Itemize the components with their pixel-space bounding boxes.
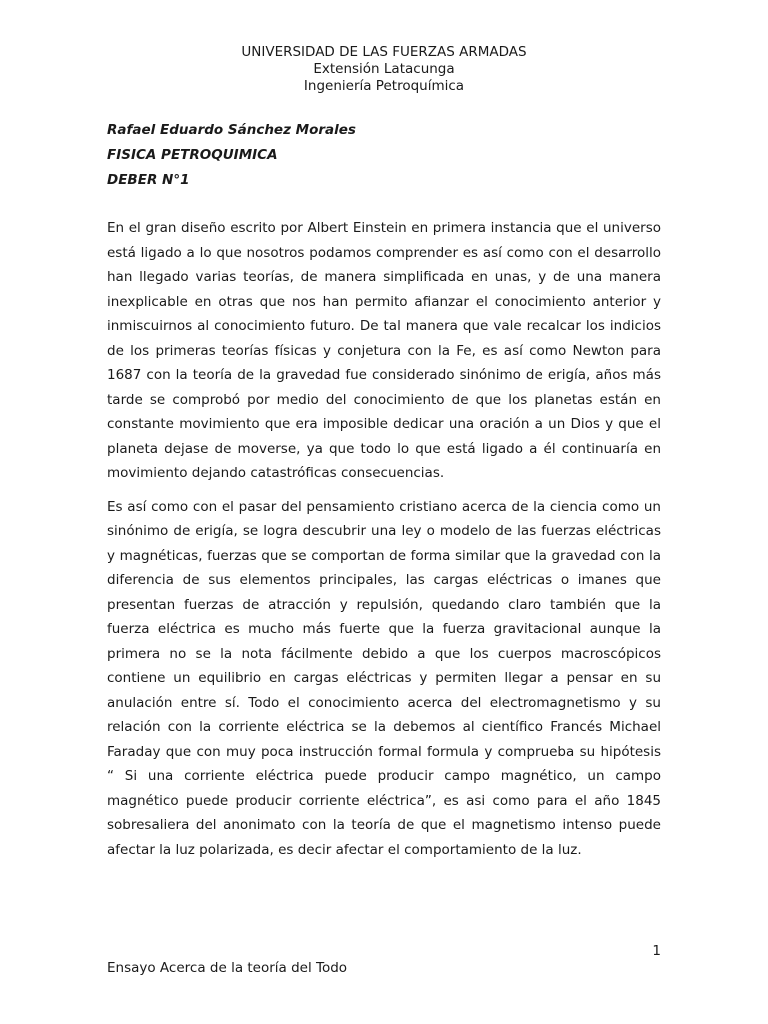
paragraph: En el gran diseño escrito por Albert Einstein en primera instancia que el universo está ligado a lo que nosotros podamos comprender es así como con el desarrollo han llegado varias teorías, de manera simplificada en unas, y de una manera inexplicable en otras que nos han permito afianzar el conocimiento anterior y inmiscuirnos al conocimiento futuro. De tal manera que vale recalcar los indicios de los primeras teorías físicas y conjetura con la Fe, es así como Newton para 1687 con la teoría de la gravedad fue considerado sinónimo de erigía, años más tarde se comprobó por medio del conocimiento de que los planetas están en constante movimiento que era imposible dedicar una oración a un Dios y que el planeta dejase de moverse, ya que todo lo que está ligado a él continuaría en movimiento dejando catastróficas consecuencias.: [107, 220, 661, 481]
essay-body: [107, 216, 661, 871]
program-name: Ingeniería Petroquímica: [303, 78, 465, 94]
document-meta: [107, 118, 356, 193]
assignment-title: DEBER N°1: [107, 172, 190, 188]
campus-name: Extensión Latacunga: [313, 61, 455, 77]
page-footer: Ensayo Acerca de la teoría del Todo: [107, 960, 348, 976]
paragraph: Es así como con el pasar del pensamiento cristiano acerca de la ciencia como un sinónimo de erigía, se logra descubrir una ley o modelo de las fuerzas eléctricas y magnéticas, fuerzas que se comportan de forma similar que la gravedad con la diferencia de sus elementos principales, las cargas eléctricas o imanes que presentan fuerzas de atracción y repulsión, quedando claro también que la fuerza eléctrica es mucho más fuerte que la fuerza gravitacional aunque la primera no se la nota fácilmente debido a que los cuerpos macroscópicos contiene un equilibrio en cargas eléctricas y permiten llegar a pensar en su anulación entre sí. Todo el conocimiento acerca del electromagnetismo y su relación con la corriente eléctrica se la debemos al científico Francés Michael Faraday que con muy poca instrucción formal formula y comprueba su hipótesis “ Si una corriente eléctrica puede producir campo magnético, un campo magnético puede producir corriente eléctrica”, es asi como para el año 1845 sobresaliera del anonimato con la teoría de que el magnetismo intenso puede afectar la luz polarizada, es decir afectar el comportamiento de la luz.: [107, 498, 661, 858]
page-number: 1: [652, 943, 661, 959]
course-name: FISICA PETROQUIMICA: [107, 147, 278, 163]
document-header: [0, 44, 768, 95]
author-name: Rafael Eduardo Sánchez Morales: [107, 122, 356, 138]
university-name: UNIVERSIDAD DE LAS FUERZAS ARMADAS: [241, 44, 527, 60]
